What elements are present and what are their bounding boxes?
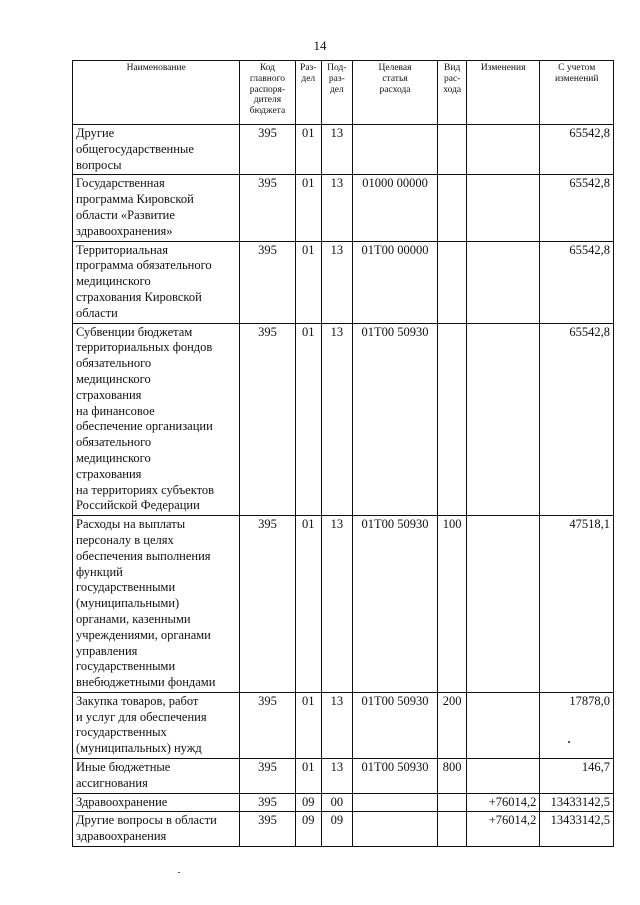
cell-admin-code: 395 (240, 175, 295, 241)
table-header-row (73, 61, 614, 125)
cell-section: 09 (295, 793, 322, 812)
cell-subsection: 00 (322, 793, 353, 812)
cell-expense-type (438, 241, 467, 323)
cell-expense-type (438, 125, 467, 175)
cell-changes (466, 759, 539, 794)
cell-changes (466, 125, 539, 175)
cell-section: 01 (295, 241, 322, 323)
cell-name: Государственная программа Кировской области «Развитие здравоохранения» (73, 175, 240, 241)
cell-expense-type (438, 323, 467, 516)
cell-changes: +76014,2 (466, 793, 539, 812)
cell-name: Другие общегосударственные вопросы (73, 125, 240, 175)
cell-subsection: 13 (322, 323, 353, 516)
header-name: Наименование (73, 61, 240, 125)
cell-target-article: 01Т00 00000 (352, 241, 438, 323)
cell-section: 01 (295, 692, 322, 758)
cell-subsection: 13 (322, 175, 353, 241)
cell-admin-code: 395 (240, 692, 295, 758)
cell-expense-type (438, 812, 467, 847)
cell-subsection: 13 (322, 241, 353, 323)
header-section: Раз- дел (295, 61, 322, 125)
cell-with-changes: 65542,8 (540, 125, 614, 175)
page-number: 14 (313, 38, 327, 53)
table-row (73, 759, 614, 794)
cell-target-article (352, 793, 438, 812)
table-row (73, 241, 614, 323)
scan-speck (178, 872, 180, 873)
cell-section: 01 (295, 516, 322, 693)
cell-target-article (352, 812, 438, 847)
cell-name: Субвенции бюджетам территориальных фондов обязательного медицинского страхования на финансовое обеспечение организации обязательного медицинского страхования на территориях субъектов Российской Федерации (73, 323, 240, 516)
table-row (73, 692, 614, 758)
cell-admin-code: 395 (240, 812, 295, 847)
cell-with-changes: 47518,1 (540, 516, 614, 693)
table-row (73, 323, 614, 516)
cell-changes: +76014,2 (466, 812, 539, 847)
cell-admin-code: 395 (240, 793, 295, 812)
cell-changes (466, 175, 539, 241)
cell-expense-type: 200 (438, 692, 467, 758)
cell-name: Иные бюджетные ассигнования (73, 759, 240, 794)
cell-target-article: 01Т00 50930 (352, 516, 438, 693)
cell-target-article: 01000 00000 (352, 175, 438, 241)
cell-section: 01 (295, 125, 322, 175)
cell-admin-code: 395 (240, 125, 295, 175)
cell-subsection: 13 (322, 759, 353, 794)
cell-with-changes: 17878,0 (540, 692, 614, 758)
cell-admin-code: 395 (240, 241, 295, 323)
cell-with-changes: 13433142,5 (540, 812, 614, 847)
cell-expense-type: 100 (438, 516, 467, 693)
cell-changes (466, 241, 539, 323)
table-row (73, 812, 614, 847)
header-subsection: Под- раз- дел (322, 61, 353, 125)
header-changes: Изменения (466, 61, 539, 125)
cell-name: Здравоохранение (73, 793, 240, 812)
cell-with-changes: 65542,8 (540, 241, 614, 323)
table-row (73, 793, 614, 812)
cell-expense-type (438, 793, 467, 812)
cell-name: Территориальная программа обязательного медицинского страхования Кировской области (73, 241, 240, 323)
cell-name: Расходы на выплаты персоналу в целях обеспечения выполнения функций государственными (муниципальными) органами, казенными учреждениями, органами управления государственными внебюджетными фондами (73, 516, 240, 693)
cell-with-changes: 65542,8 (540, 175, 614, 241)
budget-table (72, 60, 614, 847)
table-row (73, 125, 614, 175)
cell-with-changes: 65542,8 (540, 323, 614, 516)
cell-changes (466, 692, 539, 758)
table-row (73, 175, 614, 241)
header-expense-type: Вид рас- хода (438, 61, 467, 125)
header-admin-code: Код главного распоря- дителя бюджета (240, 61, 295, 125)
cell-expense-type (438, 175, 467, 241)
cell-subsection: 13 (322, 692, 353, 758)
cell-section: 01 (295, 175, 322, 241)
cell-changes (466, 323, 539, 516)
scan-speck (568, 741, 570, 743)
cell-admin-code: 395 (240, 323, 295, 516)
cell-changes (466, 516, 539, 693)
header-with-changes: С учетом изменений (540, 61, 614, 125)
cell-target-article: 01Т00 50930 (352, 692, 438, 758)
cell-section: 09 (295, 812, 322, 847)
cell-subsection: 09 (322, 812, 353, 847)
cell-admin-code: 395 (240, 516, 295, 693)
cell-section: 01 (295, 323, 322, 516)
cell-admin-code: 395 (240, 759, 295, 794)
cell-subsection: 13 (322, 125, 353, 175)
cell-target-article (352, 125, 438, 175)
cell-name: Другие вопросы в области здравоохранения (73, 812, 240, 847)
cell-expense-type: 800 (438, 759, 467, 794)
cell-name: Закупка товаров, работ и услуг для обеспечения государственных (муниципальных) нужд (73, 692, 240, 758)
cell-with-changes: 13433142,5 (540, 793, 614, 812)
cell-section: 01 (295, 759, 322, 794)
cell-subsection: 13 (322, 516, 353, 693)
table-row (73, 516, 614, 693)
cell-target-article: 01Т00 50930 (352, 759, 438, 794)
header-target-article: Целевая статья расхода (352, 61, 438, 125)
cell-target-article: 01Т00 50930 (352, 323, 438, 516)
cell-with-changes: 146,7 (540, 759, 614, 794)
